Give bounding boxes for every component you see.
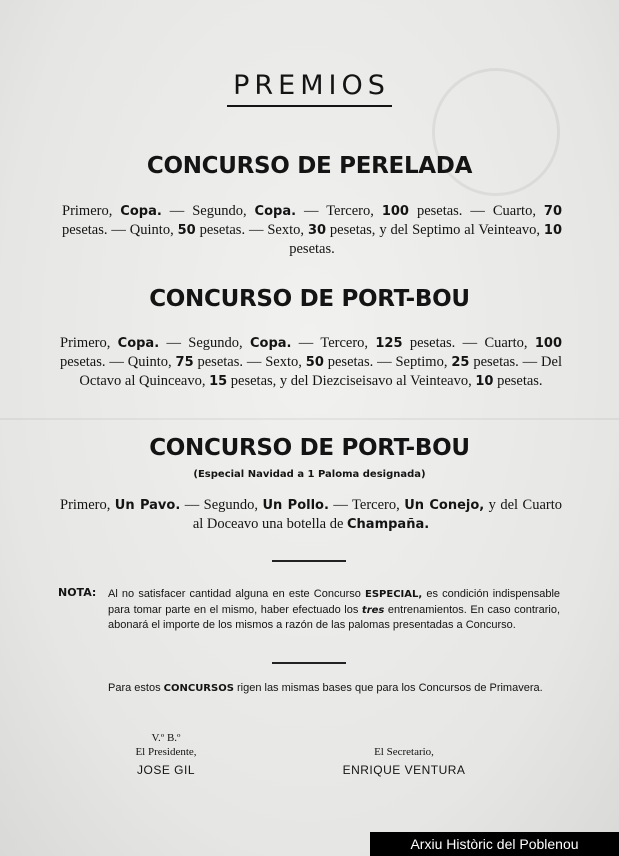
president-name: JOSE GIL [136,763,196,777]
subheading-navidad: (Especial Navidad a 1 Paloma designada) [193,469,426,480]
divider-2 [272,662,346,664]
divider-1 [272,560,346,562]
heading-port-bou: CONCURSO DE PORT-BOU [149,286,470,312]
signature-president [104,731,228,777]
signature-secretary [324,745,484,777]
secretary-role: El Secretario, [374,746,434,758]
heading-port-bou-navidad: CONCURSO DE PORT-BOU [149,435,470,461]
secretary-name: ENRIQUE VENTURA [342,763,466,777]
president-role: El Presidente, [135,746,197,758]
prizes-perelada: Primero, Copa. — Segundo, Copa. — Tercero, 100 pesetas. — Cuarto, 70 pesetas. — Quinto, 50 pesetas. — Sexto, 30 pesetas, y del Septimo al Veinteavo, 10 pesetas. [62,203,563,257]
prizes-navidad: Primero, Un Pavo. — Segundo, Un Pollo. — Tercero, Un Conejo, y del Cuarto al Doceavo una botella de Champaña. [60,497,562,532]
vb-label: V.º B.º [151,732,181,744]
nota-label: NOTA: [58,586,97,599]
page-title: PREMIOS [0,70,619,101]
prizes-port-bou: Primero, Copa. — Segundo, Copa. — Tercero, 125 pesetas. — Cuarto, 100 pesetas. — Quinto, 75 pesetas. — Sexto, 50 pesetas. — Septimo, 25 pesetas. — Del Octavo al Quinceavo, 15 pesetas, y del Diezciseisavo al Veinteavo, 10 pesetas. [60,335,562,389]
heading-perelada: CONCURSO DE PERELADA [146,153,473,179]
archive-watermark: Arxiu Històric del Poblenou [370,832,619,856]
paper-fold [0,418,619,420]
nota-text: Al no satisfacer cantidad alguna en este Concurso ESPECIAL, es condición indispensable para tomar parte en el mismo, haber efectuado los tres entrenamientos. En caso contrario, abonará el importe de los mismos a razón de las palomas presentadas a Concurso. [108,588,560,631]
bases-text: Para estos CONCURSOS rigen las mismas bases que para los Concursos de Primavera. [108,682,543,694]
